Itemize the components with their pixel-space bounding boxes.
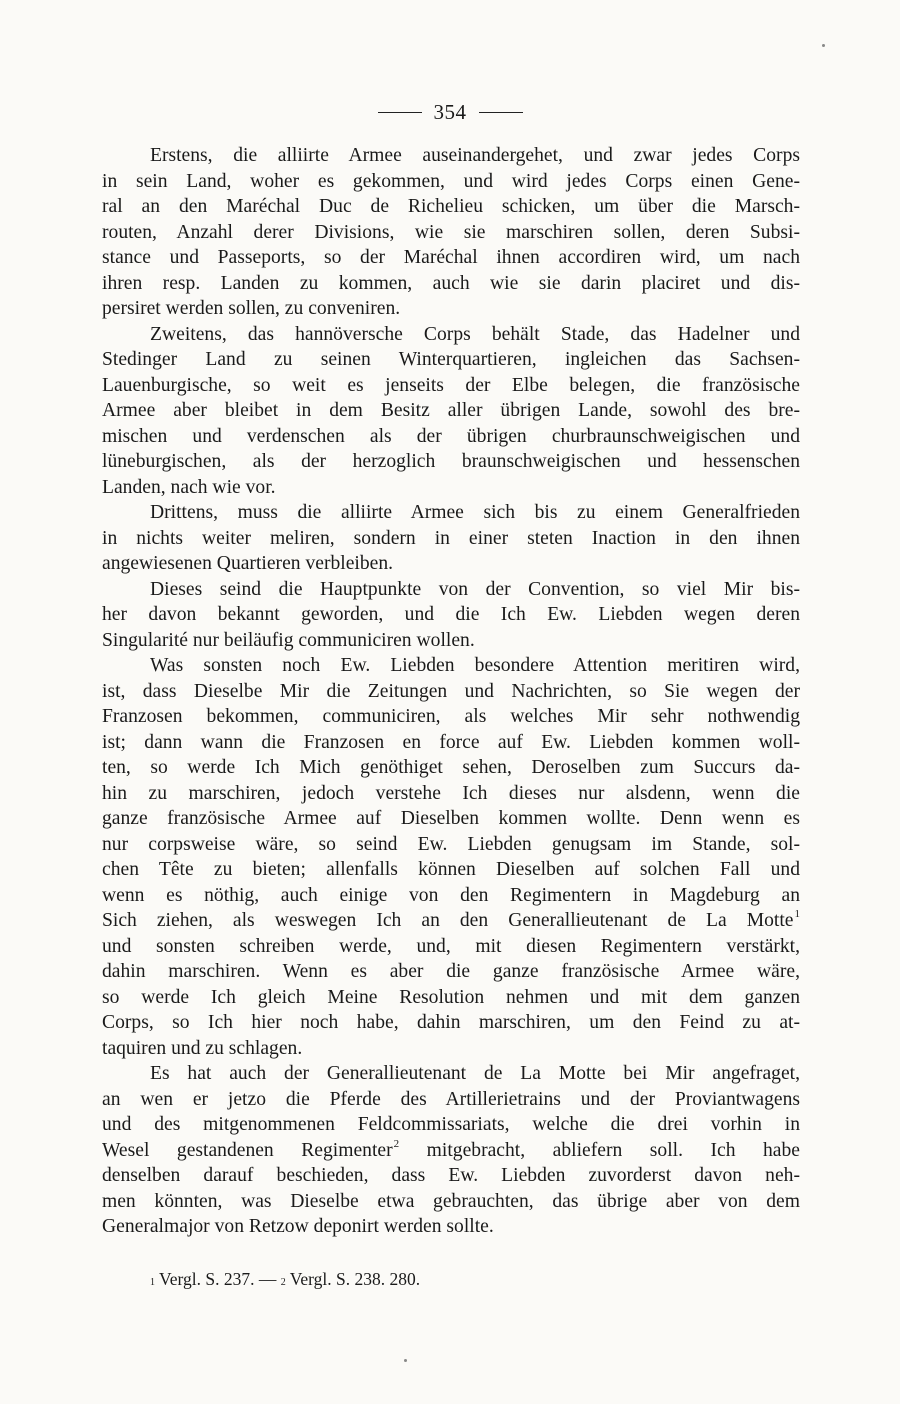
text-line: ten, so werde Ich Mich genöthiget sehen, Deroselben zum Succurs da- [102,757,800,778]
text-line: Corps, so Ich hier noch habe, dahin marschiren, um den Feind zu at- [102,1012,800,1033]
footnote-text: Vergl. S. 238. 280. [289,1269,421,1289]
text-fragment: mitgebracht, abliefern soll. Ich habe [399,1139,800,1161]
text-line: Singularité nur beiläufig communiciren wollen. [102,629,475,651]
text-line: Lauenburgische, so weit es jenseits der Elbe belegen, die französische [102,374,800,396]
text-line: hin zu marschiren, jedoch verstehe Ich dieses nur alsdenn, wenn die [102,782,800,804]
paragraph [102,577,800,654]
paper-speck [822,44,825,47]
text-line: so werde Ich gleich Meine Resolution nehmen und mit dem ganzen [102,986,800,1008]
footnote-mark: 2 [280,1277,286,1288]
footnote-text: Vergl. S. 237. — [159,1269,281,1289]
page-number [0,100,900,125]
text-line: Dieses seind die Hauptpunkte von der Convention, so viel Mir bis- [150,578,800,600]
text-line-with-footnote [102,908,800,934]
text-fragment: Wesel gestandenen Regimenter [102,1139,393,1161]
paragraph [102,322,800,501]
text-line: ist, dass Dieselbe Mir die Zeitungen und Nachrichten, so Sie wegen der [102,680,800,702]
page-number-right-rule [479,112,523,113]
paragraph [102,143,800,322]
text-line: mischen und verdenschen als der übrigen churbraunschweigischen und [102,425,800,447]
text-line: nur corpsweise wäre, so seind Ew. Liebden genugsam im Stande, sol- [102,833,800,855]
text-line: an wen er jetzo die Pferde des Artillerietrains und der Proviantwagens [102,1088,800,1110]
text-fragment: Sich ziehen, als weswegen Ich an den Generallieutenant de La Motte [102,910,794,931]
page-number-text: 354 [433,100,467,124]
text-line: ganze französische Armee auf Dieselben kommen wollte. Denn wenn es [102,808,800,829]
text-line: in sein Land, woher es gekommen, und wird jedes Corps einen Gene- [102,170,800,192]
text-line: routen, Anzahl derer Divisions, wie sie marschiren sollen, deren Subsi- [102,221,800,243]
text-line: Erstens, die alliirte Armee auseinandergehet, und zwar jedes Corps [150,145,800,166]
text-line: Zweitens, das hannöversche Corps behält Stade, das Hadelner und [150,323,800,345]
text-line: Was sonsten noch Ew. Liebden besondere Attention meritiren wird, [150,655,800,676]
text-line: und des mitgenommenen Feldcommissariats, welche die drei vorhin in [102,1114,800,1135]
text-line: angewiesenen Quartieren verbleiben. [102,553,394,574]
text-line: Generalmajor von Retzow deponirt werden sollte. [102,1216,494,1237]
text-line: Landen, nach wie vor. [102,476,276,498]
text-line: in nichts weiter meliren, sondern in einer steten Inaction in den ihnen [102,527,800,549]
text-line: Stedinger Land zu seinen Winterquartieren, ingleichen das Sachsen- [102,349,800,370]
text-line: ist; dann wann die Franzosen en force auf Ew. Liebden kommen woll- [102,731,800,753]
text-line: stance und Passeports, so der Maréchal ihnen accordiren wird, um nach [102,247,800,268]
text-line: taquiren und zu schlagen. [102,1037,303,1059]
footnote-marker[interactable]: 2 [393,1137,400,1150]
body-text [102,143,800,1240]
text-line: ihren resp. Landen zu kommen, auch wie sie darin placiret und dis- [102,272,800,294]
text-line: Es hat auch der Generallieutenant de La Motte bei Mir angefraget, [150,1063,800,1084]
text-line-with-footnote [102,1138,800,1164]
text-line: men könnten, was Dieselbe etwa gebrauchten, das übrige aber von dem [102,1190,800,1212]
text-line: denselben darauf beschieden, dass Ew. Liebden zuvorderst davon neh- [102,1165,800,1186]
footnotes [150,1267,800,1291]
paper-speck [404,1359,407,1362]
page-number-left-rule [378,112,422,113]
footnote-mark: 1 [150,1277,155,1288]
text-line: Drittens, muss die alliirte Armee sich bis zu einem Generalfrieden [150,502,800,523]
text-line: lüneburgischen, als der herzoglich braunschweigischen und hessenschen [102,451,800,472]
text-line: wenn es nöthig, auch einige von den Regimentern in Magdeburg an [102,884,800,906]
text-line: chen Tête zu bieten; allenfalls können Dieselben auf solchen Fall und [102,859,800,880]
paragraph [102,1061,800,1240]
text-line: ral an den Maréchal Duc de Richelieu schicken, um über die Marsch- [102,196,800,217]
text-line: und sonsten schreiben werde, und, mit diesen Regimentern verstärkt, [102,935,800,957]
footnote-marker[interactable]: 1 [794,908,800,920]
text-line: persiret werden sollen, zu conveniren. [102,298,401,319]
paragraph [102,653,800,1061]
paragraph [102,500,800,577]
text-line: her davon bekannt geworden, und die Ich Ew. Liebden wegen deren [102,604,800,625]
text-line: Franzosen bekommen, communiciren, als welches Mir sehr nothwendig [102,706,800,727]
text-line: Armee aber bleibet in dem Besitz aller übrigen Lande, sowohl des bre- [102,400,800,421]
text-line: dahin marschiren. Wenn es aber die ganze französische Armee wäre, [102,961,800,982]
